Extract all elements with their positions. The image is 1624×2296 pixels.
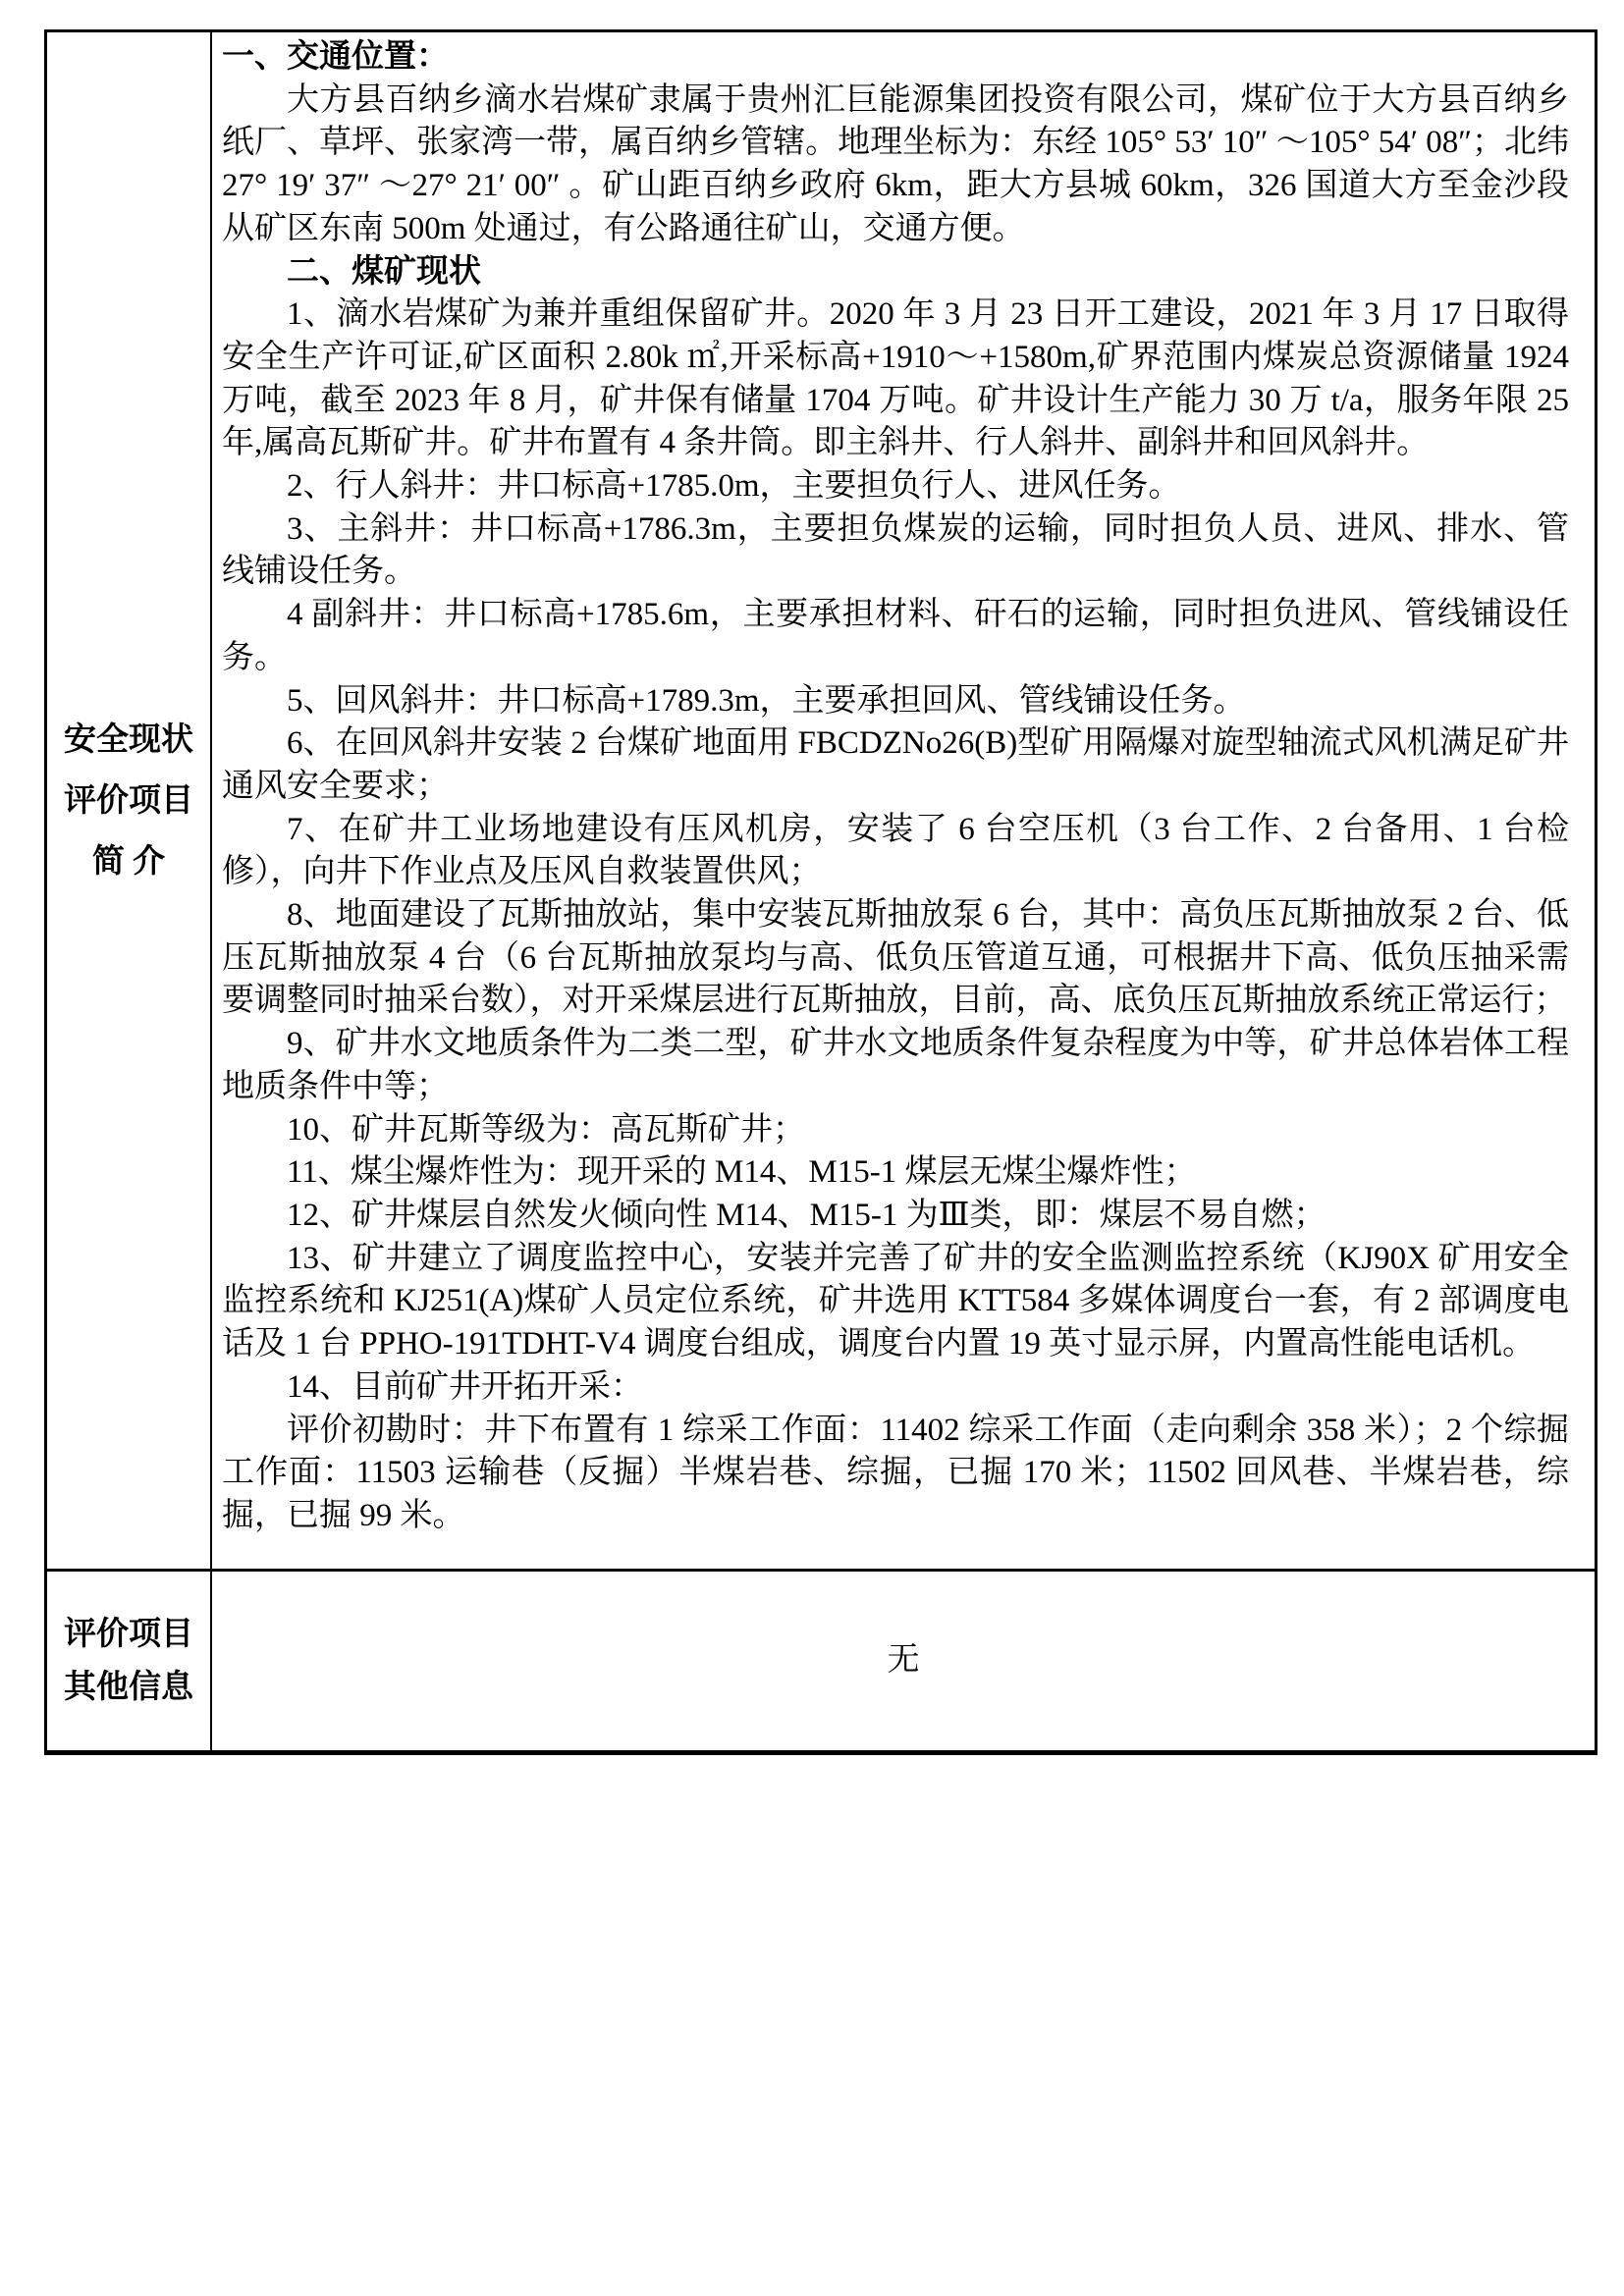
- body-paragraph: 12、矿井煤层自然发火倾向性 M14、M15-1 为Ⅲ类，即：煤层不易自燃；: [287, 1197, 1326, 1233]
- body-paragraph: 13、矿井建立了调度监控中心，安装并完善了矿井的安全监测监控系统（KJ90X 矿用安全监控系统和 KJ251(A)煤矿人员定位系统，矿井选用 KTT584 多媒体调度台一套，有 2 部调度电话及 1 台 PPHO-191TDHT-V4 调度台组成，调度台内置 19 英寸显示屏，内置高性能电话机。: [222, 1240, 1569, 1362]
- row-label-safety-overview: [47, 32, 212, 1569]
- body-paragraph: 评价初勘时：井下布置有 1 综采工作面：11402 综采工作面（走向剩余 358 米）；2 个综掘工作面：11503 运输巷（反掘）半煤岩巷、综掘，已掘 170 米；11502 回风巷、半煤岩巷，综掘，已掘 99 米。: [222, 1412, 1569, 1533]
- label-line: 评价项目: [64, 1617, 193, 1652]
- other-info-content: [212, 1572, 1595, 1750]
- body-paragraph: 1、滴水岩煤矿为兼并重组保留矿井。2020 年 3 月 23 日开工建设，2021 年 3 月 17 日取得安全生产许可证,矿区面积 2.80k ㎡,开采标高+1910～+1580m,矿界范围内煤炭总资源储量 1924 万吨，截至 2023 年 8 月，矿井保有储量 1704 万吨。矿井设计生产能力 30 万 t/a，服务年限 25 年,属高瓦斯矿井。矿井布置有 4 条井筒。即主斜井、行人斜井、副斜井和回风斜井。: [222, 296, 1570, 461]
- label-line: 安全现状: [64, 721, 193, 758]
- body-paragraph: 5、回风斜井：井口标高+1789.3m，主要承担回风、管线铺设任务。: [287, 682, 1246, 719]
- body-paragraph: 10、矿井瓦斯等级为：高瓦斯矿井；: [287, 1111, 805, 1148]
- other-info-value: 无: [887, 1642, 920, 1679]
- evaluation-table: [44, 29, 1597, 1755]
- body-paragraph: 4 副斜井：井口标高+1785.6m，主要承担材料、矸石的运输，同时担负进风、管线铺设任务。: [222, 597, 1569, 675]
- table-row-safety-overview: [47, 32, 1595, 1572]
- body-paragraph: 3、主斜井：井口标高+1786.3m，主要担负煤炭的运输，同时担负人员、进风、排水、管线铺设任务。: [222, 510, 1569, 590]
- body-paragraph: 14、目前矿井开拓开采：: [287, 1368, 643, 1405]
- section-heading: 一、交通位置：: [222, 39, 449, 75]
- label-line: 评价项目: [64, 782, 193, 819]
- safety-overview-content: [212, 32, 1595, 1569]
- label-line: 其他信息: [64, 1670, 193, 1705]
- table-row-other-info: [47, 1572, 1595, 1750]
- body-paragraph: 2、行人斜井：井口标高+1785.0m，主要担负行人、进风任务。: [287, 468, 1181, 505]
- body-paragraph: 11、煤尘爆炸性为：现开采的 M14、M15-1 煤层无煤尘爆炸性；: [287, 1154, 1197, 1191]
- section-heading: 二、煤矿现状: [287, 253, 481, 290]
- body-paragraph: 8、地面建设了瓦斯抽放站，集中安装瓦斯抽放泵 6 台，其中：高负压瓦斯抽放泵 2 台、低压瓦斯抽放泵 4 台（6 台瓦斯抽放泵均与高、低负压管道互通，可根据井下高、低负压抽采需要调整同时抽采台数），对开采煤层进行瓦斯抽放，目前，高、底负压瓦斯抽放系统正常运行；: [222, 897, 1569, 1019]
- body-paragraph: 9、矿井水文地质条件为二类二型，矿井水文地质条件复杂程度为中等，矿井总体岩体工程地质条件中等；: [222, 1026, 1569, 1104]
- body-paragraph: 7、在矿井工业场地建设有压风机房，安装了 6 台空压机（3 台工作、2 台备用、1 台检修），向井下作业点及压风自救装置供风；: [222, 811, 1570, 890]
- label-line: 简 介: [91, 843, 166, 880]
- row-label-other-info: [47, 1572, 212, 1750]
- body-paragraph: 6、在回风斜井安装 2 台煤矿地面用 FBCDZNo26(B)型矿用隔爆对旋型轴流式风机满足矿井通风安全要求；: [222, 725, 1569, 804]
- body-paragraph: 大方县百纳乡滴水岩煤矿隶属于贵州汇巨能源集团投资有限公司，煤矿位于大方县百纳乡纸厂、草坪、张家湾一带，属百纳乡管辖。地理坐标为：东经 105° 53′ 10″ ～105° 54′ 08″；北纬 27° 19′ 37″ ～27° 21′ 00″ 。矿山距百纳乡政府 6km，距大方县城 60km，326 国道大方至金沙段从矿区东南 500m 处通过，有公路通往矿山，交通方便。: [222, 81, 1569, 246]
